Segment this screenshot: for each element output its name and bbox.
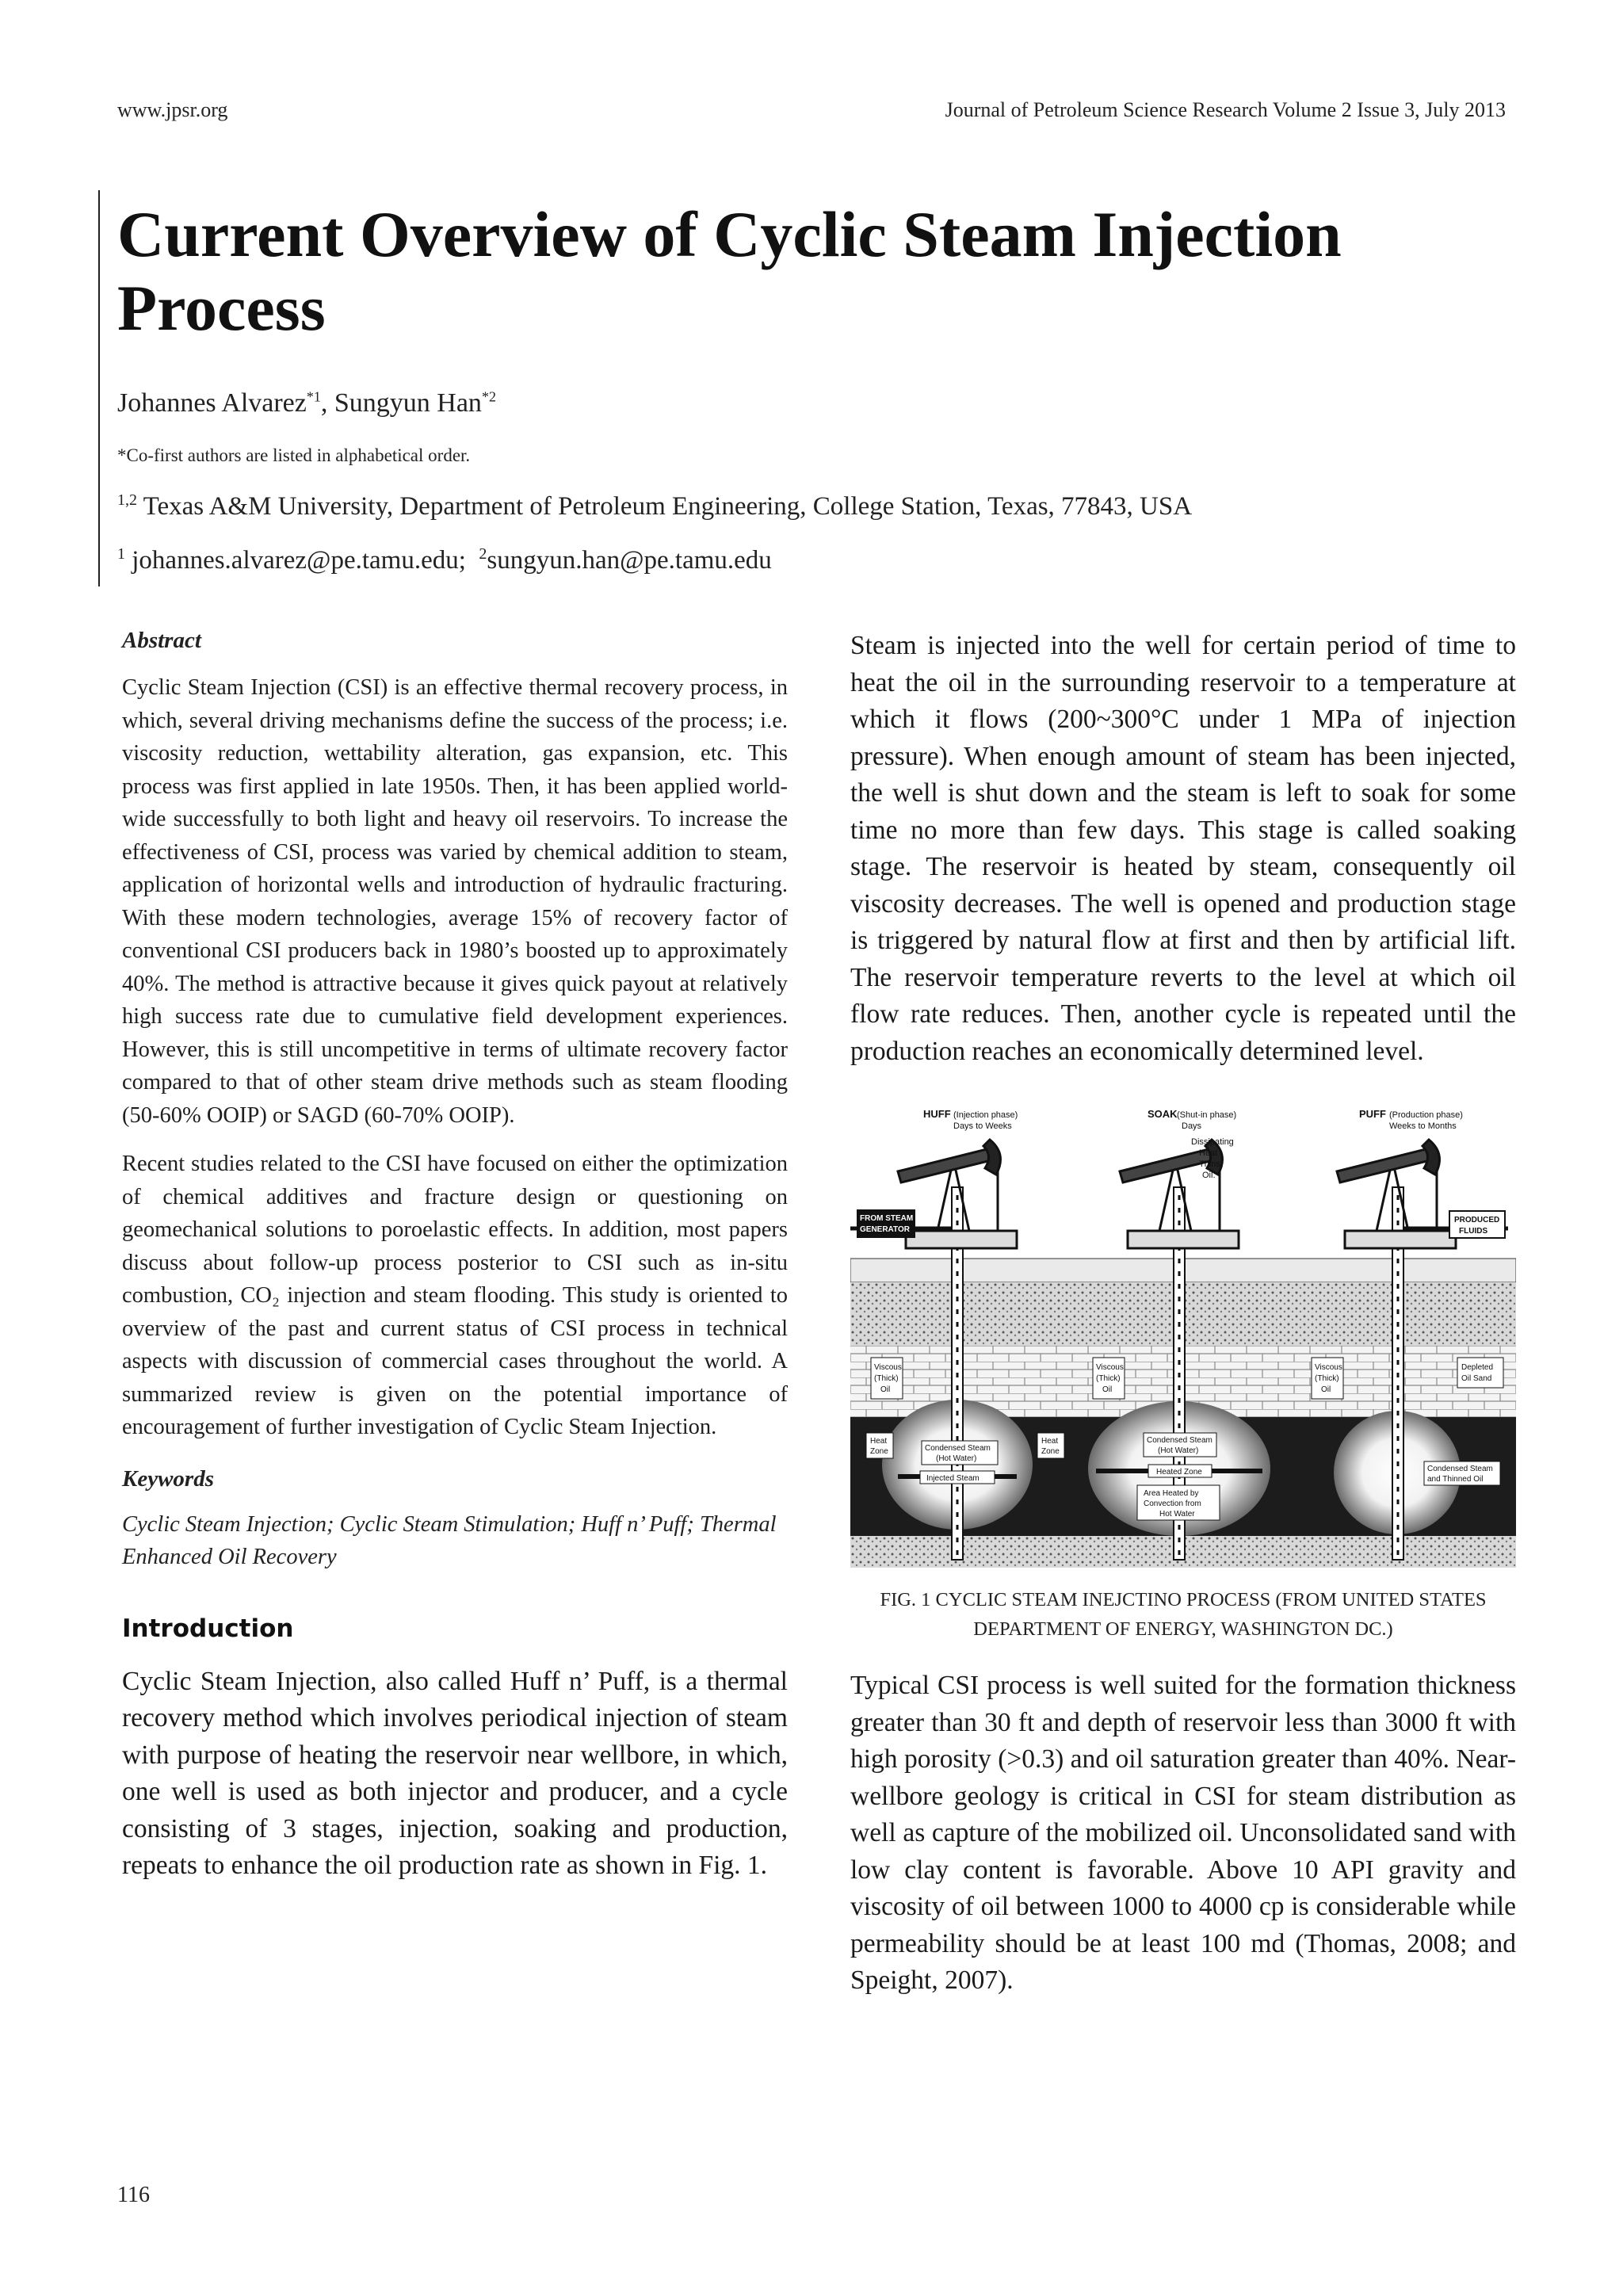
authors (117, 388, 496, 418)
from-steam-label: GENERATOR (860, 1225, 910, 1234)
figure-caption: FIG. 1 CYCLIC STEAM INEJCTINO PROCESS (FROM UNITED STATES DEPARTMENT OF ENERGY, WASHINGTON DC.) (880, 1589, 1487, 1640)
introduction-paragraph: Cyclic Steam Injection, also called Huff n’ Puff, is a thermal recovery method which involves periodical injection of steam with purpose of heating the reservoir near wellbore, in which, one well is used as both injector and producer, and a cycle consisting of 3 stages, injection, soaking and production, repeats to enhance the oil production rate as shown in Fig. 1. (122, 1666, 788, 1880)
area-heated-label: Hot Water (1159, 1510, 1195, 1519)
abstract-heading: Abstract (122, 628, 201, 653)
viscous-oil-label: (Thick) (1315, 1374, 1339, 1383)
huff-duration: Days to Weeks (953, 1121, 1012, 1131)
heat-zone-label: Heat (870, 1437, 888, 1446)
email-link[interactable]: johannes.alvarez@pe.tamu.edu; (132, 546, 466, 575)
author-name: Sungyun Han (334, 388, 482, 418)
condensed-steam-label: Condensed Steam (925, 1444, 991, 1453)
area-heated-label: Convection from (1144, 1499, 1201, 1508)
produced-fluids-label: PRODUCED (1454, 1216, 1500, 1224)
email-link[interactable]: sungyun.han@pe.tamu.edu (487, 546, 772, 575)
puff-title: PUFF (1359, 1108, 1386, 1120)
site-url[interactable]: www.jpsr.org (117, 98, 228, 121)
injected-steam-label: Injected Steam (926, 1474, 980, 1483)
soak-duration: Days (1182, 1121, 1202, 1131)
email-mark: 2 (479, 545, 487, 563)
paper-title: Current Overview of Cyclic Steam Injection Process (117, 198, 1342, 344)
huff-title: HUFF (923, 1108, 951, 1120)
soak-note: Thins (1199, 1159, 1220, 1169)
journal-info: Journal of Petroleum Science Research Volume 2 Issue 3, July 2013 (945, 98, 1506, 121)
left-column (122, 628, 788, 1885)
page-number: 116 (117, 2183, 150, 2207)
heat-zone-label: Heat (1041, 1437, 1059, 1446)
condensed-steam-label: (Hot Water) (936, 1454, 977, 1463)
from-steam-label: FROM STEAM (860, 1214, 914, 1223)
viscous-oil-label: Oil (880, 1385, 891, 1394)
figure-1 (850, 1092, 1516, 1568)
soak-note: Heat (1199, 1148, 1218, 1158)
condensed-steam-label: Condensed Steam (1147, 1436, 1212, 1445)
soak-subtitle: (Shut-in phase) (1177, 1110, 1237, 1120)
keywords-heading: Keywords (122, 1465, 214, 1492)
introduction-heading: Introduction (122, 1614, 294, 1643)
heat-zone-label: Zone (870, 1447, 888, 1456)
author-mark: *1 (306, 388, 321, 405)
viscous-oil-label: Viscous (1096, 1363, 1124, 1372)
viscous-oil-label: Oil (1321, 1385, 1331, 1394)
abstract-paragraph: Cyclic Steam Injection (CSI) is an effective thermal recovery process, in which, several driving mechanisms define the success of the process; i.e. viscosity reduction, wettability alteration, gas expansion, etc. This process was first applied in late 1950s. Then, it has been applied world-wide successfully to both light and heavy oil reservoirs. To increase the effectiveness of CSI, process was varied by chemical addition to steam, application of horizontal wells and introduction of hydraulic fracturing. With these modern technologies, average 15% of recovery factor of conventional CSI producers back in 1980’s boosted up to approximately 40%. The method is attractive because it gives quick payout at relatively high success rate due to cumulative field development experiences. However, this is still uncompetitive in terms of ultimate recovery factor compared to that of other steam drive methods such as steam flooding (50-60% OOIP) or SAGD (60-70% OOIP). (122, 675, 788, 1128)
affiliation-mark: 1,2 (117, 491, 137, 509)
heat-zone-label: Zone (1041, 1447, 1060, 1456)
viscous-oil-label: (Thick) (1096, 1374, 1121, 1383)
title-rule (98, 190, 100, 586)
depleted-sand-label: Depleted (1461, 1363, 1494, 1372)
body-paragraph: Typical CSI process is well suited for the formation thickness greater than 30 ft and depth of reservoir less than 3000 ft with high porosity (>0.3) and oil saturation greater than 40%. Near-wellbore geology is critical in CSI for steam distribution as well as capture of the mobilized oil. Unconsolidated sand with low clay content is favorable. Above 10 API gravity and viscosity of oil between 1000 to 4000 cp is considerable while permeability should be at least 100 md (Thomas, 2008; and Speight, 2007). (850, 1671, 1516, 1995)
huff-subtitle: (Injection phase) (953, 1110, 1018, 1120)
emails (117, 545, 772, 575)
area-heated-label: Area Heated by (1144, 1489, 1199, 1498)
csi-diagram (850, 1092, 1516, 1568)
affiliation (117, 491, 1192, 521)
keywords-text: Cyclic Steam Injection; Cyclic Steam Stimulation; Huff n’ Puff; Thermal Enhanced Oil Recovery (122, 1511, 777, 1569)
affiliation-text: Texas A&M University, Department of Petroleum Engineering, College Station, Texas, 77843, USA (143, 492, 1193, 521)
body-paragraph: Steam is injected into the well for certain period of time to heat the oil in the surrounding reservoir to a temperature at which it flows (200~300°C under 1 MPa of injection pressure). When enough amount of steam has been injected, the well is shut down and the steam is left to soak for some time no more than few days. This stage is called soaking stage. The reservoir is heated by steam, consequently oil viscosity decreases. The well is opened and production stage is triggered by natural flow at first and then by artificial lift. The reservoir temperature reverts to the level at which oil flow rate reduces. Then, another cycle is repeated until the production reaches an economically determined level. (850, 631, 1516, 1066)
cofirst-note: *Co-first authors are listed in alphabetical order. (117, 445, 471, 465)
depleted-sand-label: Oil Sand (1461, 1374, 1492, 1383)
condensed-thinned-label: and Thinned Oil (1427, 1475, 1484, 1484)
viscous-oil-label: Viscous (874, 1363, 902, 1372)
abstract-paragraph: Recent studies related to the CSI have focused on either the optimization of chemical additives and fracture design or questioning on geomechanical solutions to poroelastic effects. In addition, most papers discuss about follow-up process posterior to CSI such as in-situ combustion, CO₂ injection and steam flooding. This study is oriented to overview of the past and current status of CSI process in technical aspects with discussion of commercial cases throughout the world. A summarized review is given on the potential importance of encouragement of further investigation of Cyclic Steam Injection. (122, 1152, 788, 1439)
viscous-oil-label: Viscous (1315, 1363, 1342, 1372)
right-column (850, 628, 1516, 2000)
soak-note: Dissipating (1191, 1137, 1234, 1147)
heated-zone-label: Heated Zone (1156, 1468, 1202, 1477)
condensed-thinned-label: Condensed Steam (1427, 1465, 1493, 1473)
soak-note: Oil. (1202, 1171, 1216, 1180)
condensed-steam-label: (Hot Water) (1158, 1446, 1199, 1455)
viscous-oil-label: (Thick) (874, 1374, 899, 1383)
author-name: Johannes Alvarez (117, 388, 307, 418)
puff-duration: Weeks to Months (1389, 1121, 1457, 1131)
email-mark: 1 (117, 545, 125, 563)
puff-subtitle: (Production phase) (1389, 1110, 1463, 1120)
author-separator: , (320, 388, 334, 418)
soak-title: SOAK (1148, 1108, 1178, 1120)
viscous-oil-label: Oil (1102, 1385, 1113, 1394)
produced-fluids-label: FLUIDS (1459, 1227, 1488, 1236)
author-mark: *2 (481, 388, 496, 405)
